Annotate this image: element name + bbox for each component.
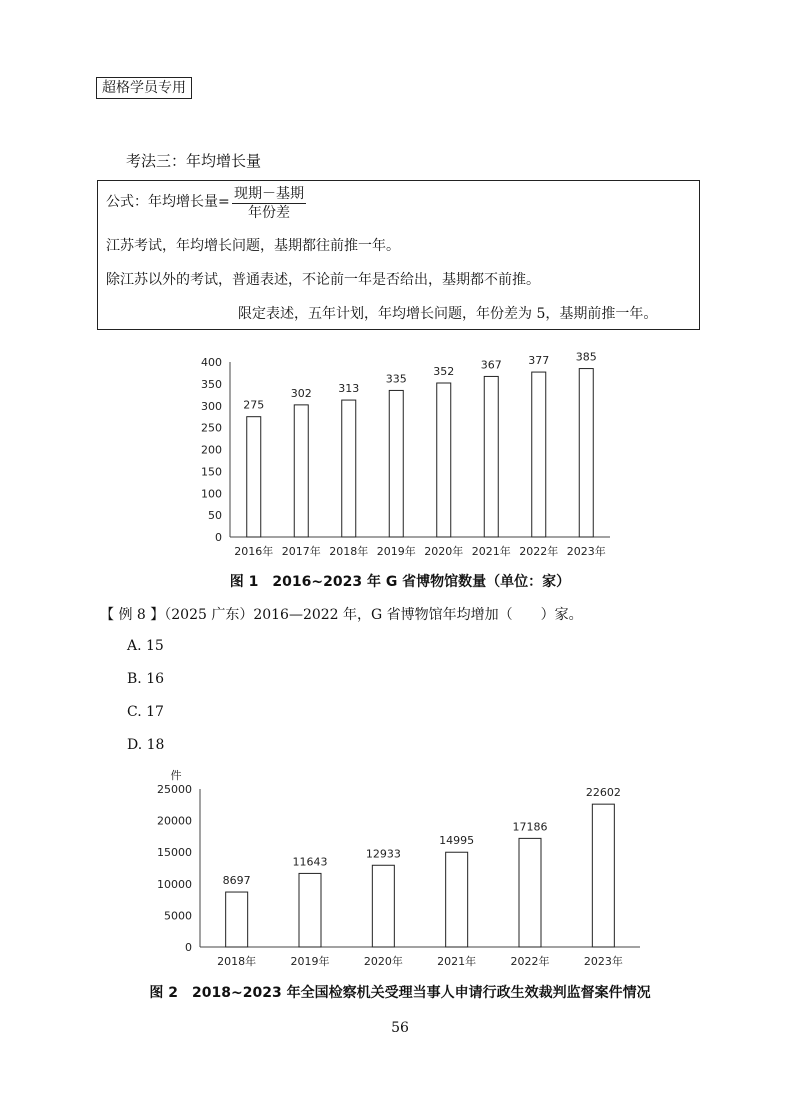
- formula-line-limited: 限定表述，五年计划，年均增长问题，年份差为 5，基期前推一年。: [238, 306, 658, 322]
- bar-value-label: 8697: [222, 874, 251, 888]
- bar: [592, 804, 614, 947]
- y-tick-label: 400: [201, 356, 222, 369]
- bar-value-label: 352: [433, 365, 455, 378]
- bar-value-label: 377: [528, 354, 550, 368]
- y-tick-label: 10000: [157, 877, 192, 891]
- bar: [437, 383, 451, 537]
- x-tick-label: 2017年: [281, 545, 321, 558]
- bar-value-label: 17186: [512, 820, 548, 834]
- bar: [579, 369, 593, 537]
- formula-denominator: 年份差: [248, 205, 290, 221]
- bar: [247, 417, 261, 537]
- formula-prefix: 公式：年均增长量=: [106, 194, 230, 210]
- bar-value-label: 313: [338, 382, 360, 396]
- y-tick-label: 50: [208, 509, 222, 523]
- member-tag: 超格学员专用: [96, 77, 192, 99]
- bar: [389, 390, 403, 537]
- y-tick-label: 5000: [164, 909, 192, 923]
- y-tick-label: 25000: [157, 783, 192, 796]
- y-tick-label: 350: [201, 377, 222, 391]
- x-tick-label: 2019年: [290, 955, 330, 968]
- y-tick-label: 0: [215, 531, 222, 544]
- y-axis-unit-label: 件: [170, 769, 182, 782]
- bar: [294, 405, 308, 537]
- y-tick-label: 200: [201, 443, 222, 457]
- x-tick-label: 2023年: [566, 545, 606, 558]
- y-tick-label: 15000: [157, 846, 192, 860]
- formula-numerator: 现期－基期: [234, 186, 304, 202]
- x-tick-label: 2019年: [376, 545, 416, 558]
- y-tick-label: 150: [201, 465, 222, 479]
- x-tick-label: 2020年: [363, 955, 403, 968]
- bar-value-label: 335: [385, 372, 407, 386]
- x-tick-label: 2016年: [234, 545, 274, 558]
- y-tick-label: 0: [185, 941, 192, 954]
- supervision-case-chart: [140, 764, 660, 979]
- bar-value-label: 14995: [439, 834, 475, 848]
- question-stem: 【 例 8 】（2025 广东）2016—2022 年，G 省博物馆年均增加（ ）家。: [100, 607, 583, 623]
- x-tick-label: 2022年: [519, 545, 559, 558]
- chart1-title: 图 1 2016~2023 年 G 省博物馆数量（单位：家）: [229, 574, 571, 590]
- bar: [226, 892, 248, 947]
- y-tick-label: 100: [201, 487, 222, 501]
- x-tick-label: 2018年: [329, 545, 369, 558]
- page-number: 56: [391, 1020, 409, 1036]
- bar: [372, 865, 394, 947]
- x-tick-label: 2021年: [437, 955, 477, 968]
- bar: [519, 838, 541, 947]
- bar-value-label: 275: [243, 398, 265, 412]
- y-tick-label: 20000: [157, 814, 192, 828]
- bar: [484, 376, 498, 537]
- bar: [342, 400, 356, 537]
- formula-box: [97, 180, 700, 330]
- x-tick-label: 2022年: [510, 955, 550, 968]
- formula-line-others: 除江苏以外的考试，普通表述，不论前一年是否给出，基期都不前推。: [106, 272, 540, 288]
- bar: [532, 372, 546, 537]
- formula-fraction: [232, 185, 306, 222]
- x-tick-label: 2021年: [471, 545, 511, 558]
- bar-value-label: 12933: [365, 847, 401, 861]
- x-tick-label: 2020年: [424, 545, 464, 558]
- chart2-title: 图 2 2018~2023 年全国检察机关受理当事人申请行政生效裁判监督案件情况: [149, 985, 651, 1001]
- option-c[interactable]: C. 17: [127, 704, 164, 720]
- formula-line-jiangsu: 江苏考试，年均增长问题，基期都往前推一年。: [106, 238, 400, 254]
- bar: [446, 852, 468, 947]
- bar-value-label: 385: [575, 352, 597, 364]
- section-heading: 考法三：年均增长量: [126, 152, 262, 170]
- museum-count-chart: [180, 352, 620, 570]
- x-tick-label: 2023年: [583, 955, 623, 968]
- bar-value-label: 11643: [292, 855, 328, 869]
- option-b[interactable]: B. 16: [127, 671, 165, 687]
- bar-value-label: 302: [290, 386, 312, 400]
- bar-value-label: 22602: [585, 786, 621, 800]
- x-tick-label: 2018年: [217, 955, 257, 968]
- bar-value-label: 367: [480, 358, 502, 372]
- y-tick-label: 300: [201, 399, 222, 413]
- option-d[interactable]: D. 18: [127, 737, 165, 753]
- option-a[interactable]: A. 15: [127, 638, 164, 654]
- bar: [299, 873, 321, 947]
- y-tick-label: 250: [201, 421, 222, 435]
